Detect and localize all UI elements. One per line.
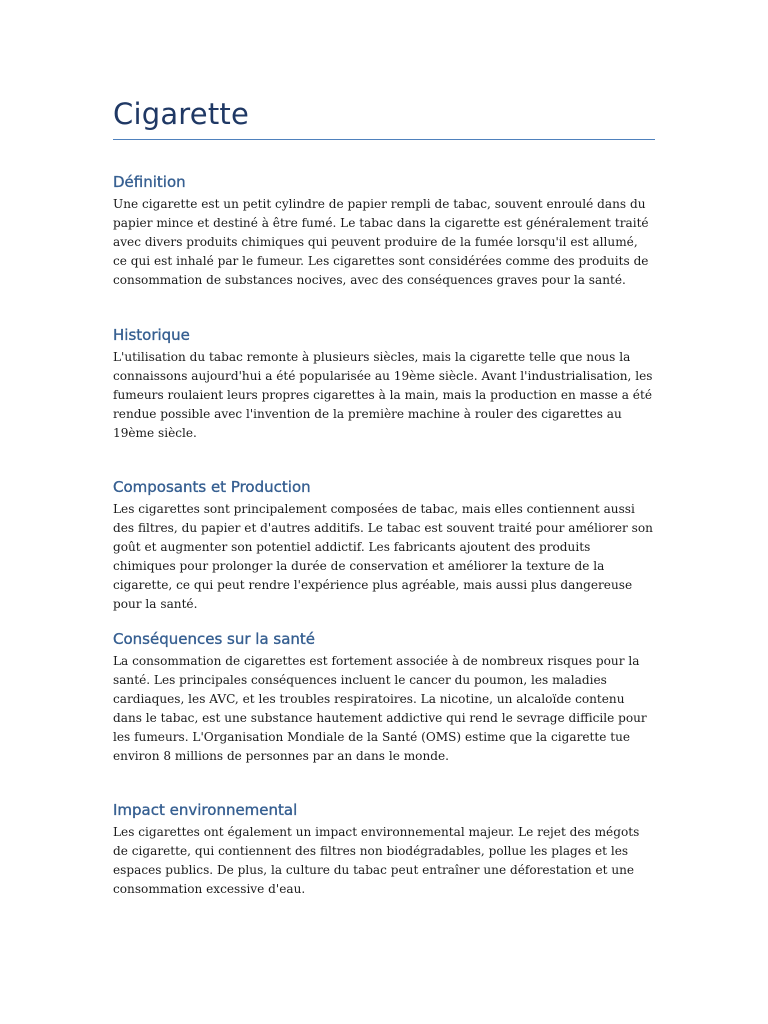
- section-body: Une cigarette est un petit cylindre de papier rempli de tabac, souvent enroulé dans du papier mince et destiné à être fumé. Le tabac dans la cigarette est généralement traité avec divers produits chimiques qui peuvent produire de la fumée lorsqu'il est allumé, ce qui est inhalé par le fumeur. Les cigarettes sont considérées comme des produits de consommation de substances nocives, avec des conséquences graves pour la santé.: [113, 197, 649, 288]
- section-body: L'utilisation du tabac remonte à plusieurs siècles, mais la cigarette telle que nous la connaissons aujourd'hui a été popularisée au 19ème siècle. Avant l'industrialisation, les fumeurs roulaient leurs propres cigarettes à la main, mais la production en masse a été rendue possible avec l'invention de la première machine à rouler des cigarettes au 19ème siècle.: [113, 350, 653, 441]
- section-heading: Impact environnemental: [113, 801, 298, 819]
- section-heading: Définition: [113, 173, 186, 191]
- section-body: La consommation de cigarettes est fortement associée à de nombreux risques pour la santé. Les principales conséquences incluent le cancer du poumon, les maladies cardiaques, les AVC, et les troubles respiratoires. La nicotine, un alcaloïde contenu dans le tabac, est une substance hautement addictive qui rend le sevrage difficile pour les fumeurs. L'Organisation Mondiale de la Santé (OMS) estime que la cigarette tue environ 8 millions de personnes par an dans le monde.: [113, 654, 647, 764]
- section-heading: Historique: [113, 326, 190, 344]
- title-underline: [113, 139, 655, 140]
- section-body: Les cigarettes sont principalement composées de tabac, mais elles contiennent aussi des filtres, du papier et d'autres additifs. Le tabac est souvent traité pour améliorer son goût et augmenter son potentiel addictif. Les fabricants ajoutent des produits chimiques pour prolonger la durée de conservation et améliorer la texture de la cigarette, ce qui peut rendre l'expérience plus agréable, mais aussi plus dangereuse pour la santé.: [113, 502, 653, 612]
- section-composants-production: [113, 477, 655, 615]
- section-historique: [113, 325, 655, 443]
- section-impact-environnemental: [113, 800, 655, 899]
- section-heading: Conséquences sur la santé: [113, 630, 316, 648]
- section-body: Les cigarettes ont également un impact environnemental majeur. Le rejet des mégots de cigarette, qui contiennent des filtres non biodégradables, pollue les plages et les espaces publics. De plus, la culture du tabac peut entraîner une déforestation et une consommation excessive d'eau.: [113, 825, 640, 897]
- section-heading: Composants et Production: [113, 478, 311, 496]
- section-definition: [113, 172, 655, 290]
- document-title: Cigarette: [113, 97, 249, 131]
- section-consequences-sante: [113, 629, 655, 767]
